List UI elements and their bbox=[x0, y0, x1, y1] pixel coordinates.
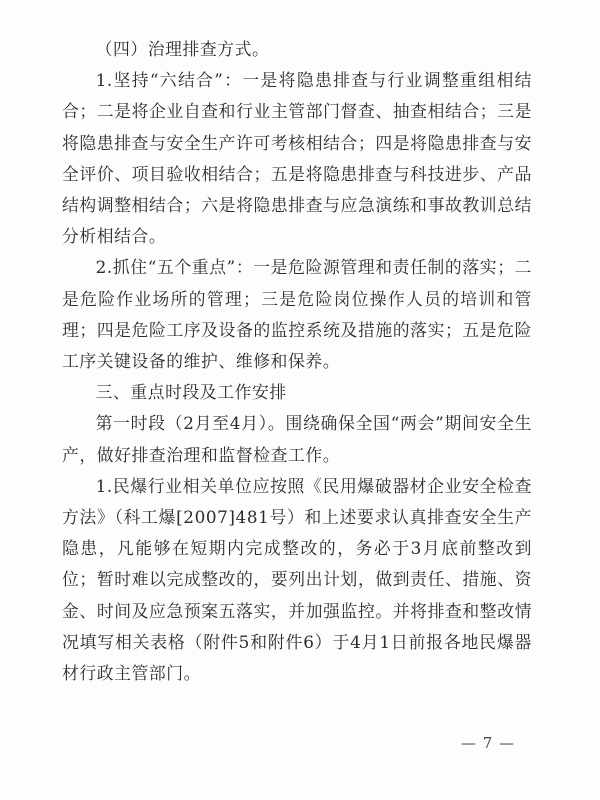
body-text bbox=[62, 34, 532, 689]
paragraph-six-combinations: 1.坚持“六结合”：一是将隐患排查与行业调整重组相结合；二是将企业自查和行业主管部门督查、抽查相结合；三是将隐患排查与安全生产许可考核相结合；四是将隐患排查与安全评价、项目验收相结合；五是将隐患排查与科技进步、产品结构调整相结合；六是将隐患排查与应急演练和事故教训总结分析相结合。 bbox=[62, 70, 532, 247]
section-heading-governance-method: （四）治理排查方式。 bbox=[95, 39, 270, 59]
paragraph-first-period: 第一时段（2月至4月）。围绕确保全国“两会”期间安全生产，做好排查治理和监督检查工作。 bbox=[62, 413, 532, 465]
paragraph-five-key-points: 2.抓住“五个重点”：一是危险源管理和责任制的落实；二是危险作业场所的管理；三是危险岗位操作人员的培训和管理；四是危险工序及设备的监控系统及措施的落实；五是危险工序关键设备的维护、维修和保养。 bbox=[62, 257, 532, 372]
section-heading-key-periods: 三、重点时段及工作安排 bbox=[95, 382, 287, 403]
paragraph-item-1: 1.民爆行业相关单位应按照《民用爆破器材企业安全检查方法》（科工爆[2007]481号）和上述要求认真排查安全生产隐患，凡能够在短期内完成整改的，务必于3月底前整改到位；暂时难以完成整改的，要列出计划，做到责任、措施、资金、时间及应急预案五落实，并加强监控。并将排查和整改情况填写相关表格（附件5和附件6）于4月1日前报各地民爆器材行政主管部门。 bbox=[62, 475, 532, 684]
page-number: — 7 — bbox=[460, 734, 516, 752]
